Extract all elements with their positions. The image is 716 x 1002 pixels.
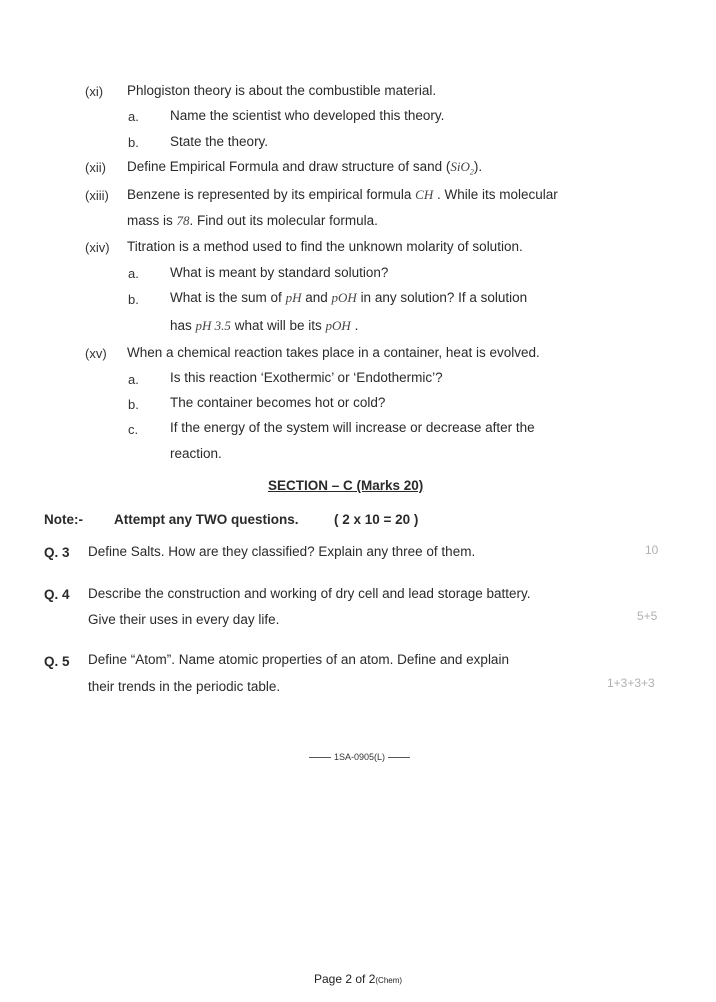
q-xiv-b-text-b: in any solution? If a solution [360,290,528,305]
note-label: Note:- [44,512,83,527]
q-xv-c-label: c. [128,422,139,437]
q-xiv-ph-value: pH 3.5 [195,318,231,333]
q-xiv-text: Titration is a method used to find the unknown molarity of solution. [127,239,523,254]
q-xiv-a-text: What is meant by standard solution? [170,265,389,280]
q5-number: Q. 5 [44,654,70,669]
q-xv-a-text: Is this reaction ‘Exothermic’ or ‘Endothermic’? [170,370,443,385]
q-xi-a-text: Name the scientist who developed this theory. [170,108,445,123]
q-xiii-text-a: Benzene is represented by its empirical formula [127,187,412,202]
q5-line1: Define “Atom”. Name atomic properties of an atom. Define and explain [88,652,509,667]
page-number-text: Page 2 of 2 [314,972,376,986]
section-c-heading: SECTION – C (Marks 20) [268,478,424,493]
q-xi-text: Phlogiston theory is about the combustible material. [127,83,437,98]
q-xiv-b2-a: has [170,318,192,333]
q-xv-text: When a chemical reaction takes place in a container, heat is evolved. [127,345,540,360]
q-xi-a-label: a. [128,109,139,124]
q-xiii-line2 [127,213,378,229]
q-xiv-b2-b: what will be its [234,318,322,333]
q-xii-close: ). [473,159,483,174]
q4-line1: Describe the construction and working of dry cell and lead storage battery. [88,586,531,601]
q-xiv-number: (xiv) [85,240,110,255]
q-xiii-number: (xiii) [85,188,109,203]
q-xiii-line2-b: . Find out its molecular formula. [189,213,378,228]
q-xii-text [127,159,482,181]
q-xiv-and: and [305,290,328,305]
q-xv-number: (xv) [85,346,107,361]
note-marks: ( 2 x 10 = 20 ) [334,512,419,527]
q-xii-formula: SiO [450,159,470,174]
q-xii-subscript: 2 [469,167,474,177]
q3-text: Define Salts. How are they classified? Explain any three of them. [88,544,476,559]
q-xv-b-text: The container becomes hot or cold? [170,395,386,410]
q5-marks: 1+3+3+3 [607,676,655,690]
dash-left [309,757,331,758]
page-subject: (Chem) [375,976,403,985]
q-xiv-b-line2 [170,318,358,334]
q-xiii-formula: CH [415,187,434,202]
q-xiii-text-b: . While its molecular [436,187,558,202]
q-xi-b-text: State the theory. [170,134,269,149]
q-xiv-a-label: a. [128,266,139,281]
note-text: Attempt any TWO questions. [114,512,299,527]
q-xiv-b-label: b. [128,292,139,307]
q-xiv-poh2: pOH [325,318,351,333]
q-xii-text-main: Define Empirical Formula and draw structure of sand ( [127,159,451,174]
q-xi-number: (xi) [85,84,104,99]
q4-line2: Give their uses in every day life. [88,612,280,627]
q-xiii-line1 [127,187,558,203]
q-xiv-b-line1 [170,290,527,306]
q3-number: Q. 3 [44,545,70,560]
q-xii-number: (xii) [85,160,106,175]
q-xiv-b2-c: . [354,318,359,333]
dash-right [388,757,410,758]
q-xv-c-text: If the energy of the system will increase or decrease after the [170,420,535,435]
q5-line2: their trends in the periodic table. [88,679,281,694]
paper-code-text: 1SA-0905(L) [334,752,386,762]
q-xiv-ph: pH [285,290,302,305]
q-xv-c-text2: reaction. [170,446,222,461]
q-xv-b-label: b. [128,397,139,412]
q-xiii-line2-a: mass is [127,213,173,228]
q4-number: Q. 4 [44,587,70,602]
page-number [314,972,402,986]
paper-code [306,752,413,762]
q-xi-b-label: b. [128,135,139,150]
q-xiv-b-text-a: What is the sum of [170,290,282,305]
q3-marks: 10 [645,543,659,557]
q-xiv-poh: pOH [331,290,357,305]
q4-marks: 5+5 [637,609,658,623]
q-xiii-mass: 78 [176,213,190,228]
q-xv-a-label: a. [128,372,139,387]
